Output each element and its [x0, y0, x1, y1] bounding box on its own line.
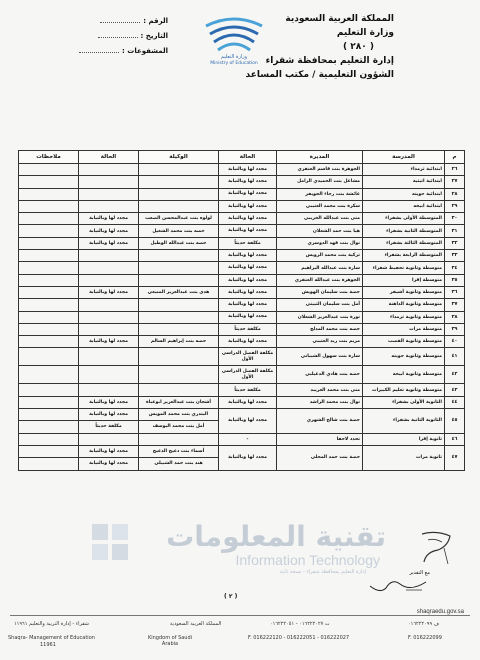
notes [19, 396, 79, 408]
schools-table [18, 150, 465, 471]
deputy-name [139, 366, 219, 384]
table-header-row [19, 151, 465, 164]
principal-status: مجدد لها وبالنيابة [219, 176, 277, 188]
notes [19, 348, 79, 366]
principal-status: مجدد لها وبالنيابة [219, 250, 277, 262]
notes [19, 200, 79, 212]
row-number: ٤٤ [445, 396, 465, 408]
deputy-name: حصه بنت محمد الشغيل [139, 225, 219, 237]
principal-status: مكلفة حديثاً [219, 237, 277, 249]
notes [19, 164, 79, 176]
deputy-name: أمل بنت محمد اليوسف [139, 421, 219, 433]
deputy-name: أسماء بنت دعيج الدعيج [139, 445, 219, 457]
table-row [19, 323, 465, 335]
deputy-name: لولوه بنت عبدالمحسن الصعب [139, 213, 219, 225]
school-name: ابتدائية اثيثية [363, 176, 445, 188]
table-row [19, 237, 465, 249]
principal-status: مجدد لها وبالنيابة [219, 262, 277, 274]
letter-number: ( ٢٨٠ ) [343, 42, 374, 52]
school-name: متوسطة وثانوية حويته [363, 348, 445, 366]
principal-status: مجدد لها وبالنيابة [219, 336, 277, 348]
principal-name: نورة بنت عبدالعزيز الشعلان [277, 311, 363, 323]
table-row [19, 225, 465, 237]
principal-status: مجدد لها وبالنيابة [219, 286, 277, 298]
footer-ar-1: شقراء - إدارة التربية والتعليم ١١٩٦١ [14, 621, 89, 627]
principal-name: منى بنت محمد العريبد [277, 384, 363, 396]
deputy-name: أشجان بنت عبدالعزيز ابوعباة [139, 396, 219, 408]
deputy-status [79, 262, 139, 274]
deputy-name [139, 433, 219, 445]
row-number: ٤٢ [445, 366, 465, 384]
deputy-status [79, 200, 139, 212]
deputy-status [79, 366, 139, 384]
footer [0, 609, 480, 659]
signature-block [366, 570, 430, 596]
school-name: متوسطة إقرا [363, 274, 445, 286]
table-row [19, 348, 465, 366]
school-name: متوسطة وثانوية تعليم الكبيرات [363, 384, 445, 396]
deputy-status [79, 274, 139, 286]
notes [19, 323, 79, 335]
principal-status: مكلفة الفصل الدراسي الأول [219, 348, 277, 366]
notes [19, 458, 79, 470]
school-name: ابتدائية ابيخه [363, 200, 445, 212]
row-number: ٢٨ [445, 188, 465, 200]
principal-name: حصه بنت هادي الدغيلبي [277, 366, 363, 384]
principal-status: مكلفة الفصل الدراسي الأول [219, 366, 277, 384]
school-name: متوسطة وثانوية القصب [363, 336, 445, 348]
school-name: ثانوية مرات [363, 445, 445, 470]
row-number: ٤٠ [445, 336, 465, 348]
row-number: ٤٣ [445, 384, 465, 396]
principal-status: مجدد لها وبالنيابة [219, 409, 277, 434]
school-name: متوسطة وثانوية ابيخه [363, 366, 445, 384]
school-name: الثانوية الثانية بشقراء [363, 409, 445, 434]
school-name: متوسطة وثانوية ثرمداء [363, 311, 445, 323]
footer-en-3: F. 016222120 - 016222051 - 016222027 [248, 635, 350, 641]
notes [19, 250, 79, 262]
deputy-name: حصه بنت إبراهيم السالم [139, 336, 219, 348]
footer-en-1b: 11961 [40, 642, 56, 648]
deputy-status [79, 299, 139, 311]
deputy-name [139, 384, 219, 396]
school-name: متوسطة مرات [363, 323, 445, 335]
deputy-name [139, 311, 219, 323]
column-header: المدرسة [363, 151, 445, 164]
principal-status: مجدد لها وبالنيابة [219, 213, 277, 225]
watermark-english: Information Technology [235, 552, 380, 568]
footer-ar-2: المملكة العربية السعودية [170, 621, 222, 627]
table-row [19, 274, 465, 286]
table-row [19, 286, 465, 298]
row-number: ٣٦ [445, 286, 465, 298]
school-name: المتوسطة الثانية بشقراء [363, 225, 445, 237]
column-header: الحالة [219, 151, 277, 164]
deputy-name [139, 176, 219, 188]
row-number: ٣٧ [445, 299, 465, 311]
notes [19, 421, 79, 433]
notes [19, 366, 79, 384]
principal-status: - [219, 433, 277, 445]
table-row [19, 262, 465, 274]
row-number: ٣٤ [445, 262, 465, 274]
principal-status: مجدد لها وبالنيابة [219, 274, 277, 286]
deputy-status: مجدد لها وبالنيابة [79, 225, 139, 237]
principal-name: مريم بنت زيد العتيبي [277, 336, 363, 348]
deputy-name: البندري بنت محمد المويس [139, 409, 219, 421]
notes [19, 176, 79, 188]
footer-ar-4: ف ٠١٦٢٢٢٠٩٩ [408, 621, 439, 627]
deputy-status [79, 250, 139, 262]
school-name: متوسطة وثانوية الداهنة [363, 299, 445, 311]
footer-divider [10, 615, 470, 616]
principal-status: مكلفة حديثاً [219, 323, 277, 335]
row-number: ٤٥ [445, 409, 465, 434]
school-name: متوسطة وثانوية تحفيظ شقراء [363, 262, 445, 274]
deputy-name [139, 164, 219, 176]
deputy-name [139, 348, 219, 366]
school-name: متوسطة وثانوية أشيقر [363, 286, 445, 298]
deputy-name: حصه بنت عبدالله الوطيل [139, 237, 219, 249]
deputy-status [79, 176, 139, 188]
principal-status: مجدد لها وبالنيابة [219, 396, 277, 408]
table-row [19, 176, 465, 188]
principal-status: مجدد لها وبالنيابة [219, 299, 277, 311]
watermark-arabic: تقنية المعلومات [166, 520, 386, 553]
deputy-status: مجدد لها وبالنيابة [79, 445, 139, 457]
table-row [19, 200, 465, 212]
school-name: الثانوية الأولى بشقراء [363, 396, 445, 408]
signature-icon [366, 576, 430, 594]
row-number: ٣٥ [445, 274, 465, 286]
principal-status: مجدد لها وبالنيابة [219, 445, 277, 470]
row-number: ٣٠ [445, 213, 465, 225]
deputy-name: هدى بنت عبدالعزيز المنيعي [139, 286, 219, 298]
row-number: ٢٧ [445, 176, 465, 188]
row-number: ٣٣ [445, 250, 465, 262]
table-row [19, 336, 465, 348]
principal-name: عائشة بنت رجاء الجويفر [277, 188, 363, 200]
column-header: المديرة [277, 151, 363, 164]
principal-name: تحدد لاحقا [277, 433, 363, 445]
principal-name: الجوهرة بنت قاسم العنقري [277, 164, 363, 176]
deputy-name [139, 188, 219, 200]
watermark-sub: إدارة التعليم بمحافظة شقراء - نسخة ثابتة [279, 569, 366, 575]
deputy-name [139, 200, 219, 212]
regards-label: مع التقدير [409, 570, 430, 576]
affairs-title: الشؤون التعليمية / مكتب المساعد [245, 70, 394, 80]
principal-name: سارة بنت عبدالله البراهيم [277, 262, 363, 274]
row-number: ٣٢ [445, 237, 465, 249]
notes [19, 213, 79, 225]
deputy-status [79, 433, 139, 445]
principal-status: مجدد لها وبالنيابة [219, 200, 277, 212]
school-name: ابتدائية ثرمداء [363, 164, 445, 176]
logo-arabic: وزارة التعليم [220, 54, 248, 60]
table-row [19, 433, 465, 445]
deputy-name [139, 299, 219, 311]
ministry-title: وزارة التعليم [336, 28, 394, 38]
table-row [19, 409, 465, 421]
principal-status: مجدد لها وبالنيابة [219, 225, 277, 237]
principal-name: حصة بنت سليمان الهويش [277, 286, 363, 298]
table-row [19, 366, 465, 384]
deputy-status: مجدد لها وبالنيابة [79, 286, 139, 298]
deputy-name: هند بنت حمد الشبيلي [139, 458, 219, 470]
row-number: ٤١ [445, 348, 465, 366]
ministry-logo [196, 8, 272, 66]
notes [19, 409, 79, 421]
notes [19, 384, 79, 396]
notes [19, 336, 79, 348]
deputy-name [139, 250, 219, 262]
deputy-status: مجدد لها وبالنيابة [79, 336, 139, 348]
school-name: المتوسطة الرابعة بشقراء [363, 250, 445, 262]
deputy-status: مكلفة حديثاً [79, 421, 139, 433]
school-name: ثانوية إقرا [363, 433, 445, 445]
logo-english: Ministry of Education [210, 61, 258, 66]
row-number: ٤٦ [445, 433, 465, 445]
footer-website[interactable]: shaqraedu.gov.sa [416, 609, 464, 615]
principal-name: حصة بنت شالح الشهري [277, 409, 363, 434]
principal-status: مكلفة حديثاً [219, 384, 277, 396]
table-row [19, 188, 465, 200]
deputy-status: مجدد لها وبالنيابة [79, 409, 139, 421]
principal-name: نوال بنت محمد الراشد [277, 396, 363, 408]
admin-title: إدارة التعليم بمحافظة شقراء [265, 56, 394, 66]
deputy-status [79, 384, 139, 396]
table-body [19, 164, 465, 471]
principal-name: حصة بنت حمد المجلي [277, 445, 363, 470]
principal-status: مجدد لها وبالنيابة [219, 311, 277, 323]
notes [19, 274, 79, 286]
column-header: الحالة [79, 151, 139, 164]
table-row [19, 213, 465, 225]
table-row [19, 445, 465, 457]
ref-field: الرقم : [78, 14, 168, 29]
footer-ar-3: ت ٠١٦٢٢٢٠٢٧ - ٠١٦٢٢٢٠٥١ [270, 621, 330, 627]
deputy-status: مجدد لها وبالنيابة [79, 458, 139, 470]
deputy-name [139, 274, 219, 286]
watermark [86, 520, 386, 575]
footer-en-4: F. 016222099 [408, 635, 442, 641]
notes [19, 225, 79, 237]
principal-name: سارة بنت سهول الشيباني [277, 348, 363, 366]
deputy-status: مجدد لها وبالنيابة [79, 237, 139, 249]
row-number: ٣٨ [445, 311, 465, 323]
table-row [19, 299, 465, 311]
table-row [19, 396, 465, 408]
deputy-name [139, 262, 219, 274]
row-number: ٤٧ [445, 445, 465, 470]
footer-en-1: Shaqra- Management of Education [8, 635, 95, 641]
row-number: ٢٩ [445, 200, 465, 212]
attachments-field: المشفوعات : [78, 44, 168, 59]
kingdom-title: المملكة العربية السعودية [285, 14, 394, 24]
school-name: المتوسطة الأولى بشقراء [363, 213, 445, 225]
row-number: ٢٦ [445, 164, 465, 176]
column-header: م [445, 151, 465, 164]
row-number: ٣١ [445, 225, 465, 237]
deputy-name [139, 323, 219, 335]
book-logo-icon [196, 8, 272, 54]
deputy-status: مجدد لها وبالنيابة [79, 396, 139, 408]
notes [19, 262, 79, 274]
notes [19, 237, 79, 249]
notes [19, 311, 79, 323]
principal-name: الجوهرة بنت عبدالله العنقري [277, 274, 363, 286]
principal-name: مشاعل بنت الحميدي الزامل [277, 176, 363, 188]
footer-en-2: Kingdom of Saudi Arabia [147, 635, 193, 647]
school-name: ابتدائية حويته [363, 188, 445, 200]
notes [19, 188, 79, 200]
principal-name: أمل بنت سليمان الثبيتي [277, 299, 363, 311]
notes [19, 286, 79, 298]
table-row [19, 164, 465, 176]
principal-status: مجدد لها وبالنيابة [219, 188, 277, 200]
row-number: ٣٩ [445, 323, 465, 335]
deputy-status [79, 188, 139, 200]
table-row [19, 311, 465, 323]
column-header: ملاحظات [19, 151, 79, 164]
notes [19, 433, 79, 445]
principal-name: نوال بنت فهد الدوسري [277, 237, 363, 249]
table-row [19, 384, 465, 396]
notes [19, 445, 79, 457]
table-row [19, 250, 465, 262]
principal-name: سكرة بنت محمد العتيبي [277, 200, 363, 212]
principal-name: منى بنت عبدالله الخريبي [277, 213, 363, 225]
stamp-icon [418, 528, 454, 568]
page-number: ( ٢ ) [224, 593, 238, 600]
deputy-status [79, 164, 139, 176]
principal-name: حصه بنت محمد المدلج [277, 323, 363, 335]
deputy-status [79, 311, 139, 323]
date-field: التاريخ : [78, 29, 168, 44]
deputy-status: مجدد لها وبالنيابة [79, 213, 139, 225]
principal-status: مجدد لها وبالنيابة [219, 164, 277, 176]
school-name: المتوسطة الثالثة بشقراء [363, 237, 445, 249]
principal-name: هيا بنت حمد الشعلان [277, 225, 363, 237]
column-header: الوكيلة [139, 151, 219, 164]
principal-name: تركية بنت محمد الرويس [277, 250, 363, 262]
reference-fields [78, 14, 168, 59]
notes [19, 299, 79, 311]
deputy-status [79, 323, 139, 335]
deputy-status [79, 348, 139, 366]
